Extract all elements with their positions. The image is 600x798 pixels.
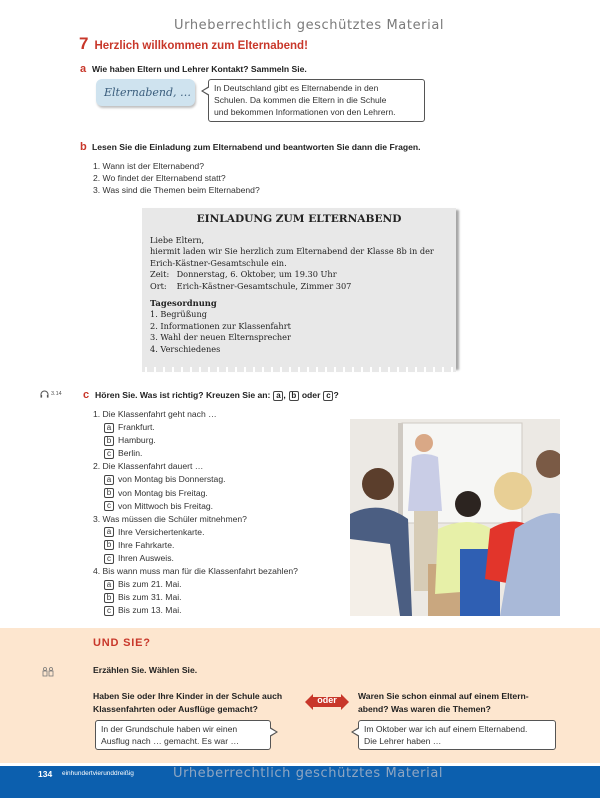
bubble-line: Im Oktober war ich auf einem Elternabend. xyxy=(364,724,528,734)
separator: , xyxy=(283,390,286,400)
invitation-body-line: Erich-Kästner-Gesamtschule ein. xyxy=(150,257,287,268)
option-key-a: a xyxy=(273,391,283,401)
page-number: 134 xyxy=(38,769,53,779)
left-question xyxy=(93,690,282,716)
page-number-word: einhundertvierunddreißig xyxy=(62,770,134,777)
people-icon xyxy=(42,667,54,677)
place-label: Ort: xyxy=(150,280,167,291)
answer-option[interactable] xyxy=(104,434,298,447)
option-key-c: c xyxy=(323,391,333,401)
agenda-title: Tagesordnung xyxy=(150,298,217,309)
invitation-time xyxy=(150,269,448,280)
audio-track-number: 3.14 xyxy=(51,391,62,397)
question-line: abend? Was waren die Themen? xyxy=(358,704,491,714)
checkbox-a[interactable]: a xyxy=(104,423,114,433)
agenda-item: 1. Begrüßung xyxy=(150,309,207,320)
question-line: Haben Sie oder Ihre Kinder in der Schule auch xyxy=(93,691,283,701)
checkbox-b[interactable]: b xyxy=(104,593,114,603)
invitation-title: EINLADUNG ZUM ELTERNABEND xyxy=(196,213,402,225)
question-item: 3. Was sind die Themen beim Elternabend? xyxy=(93,185,260,196)
watermark-top: Urheberrechtlich geschütztes Material xyxy=(174,18,445,33)
bubble-line: Ausflug nach … gemacht. Es war … xyxy=(101,736,240,747)
oder-label: oder xyxy=(317,695,337,705)
right-question xyxy=(358,690,529,716)
und-sie-heading: UND SIE? xyxy=(93,637,151,649)
task-c-text: Hören Sie. Was ist richtig? Kreuzen Sie an: xyxy=(95,390,271,400)
checkbox-c[interactable]: c xyxy=(104,606,114,616)
checkbox-b[interactable]: b xyxy=(104,436,114,446)
option-text: Ihren Ausweis. xyxy=(118,553,174,564)
invitation-place xyxy=(150,281,448,292)
answer-option[interactable] xyxy=(104,447,298,460)
time-label: Zeit: xyxy=(150,269,170,280)
question-text: 1. Die Klassenfahrt geht nach … xyxy=(93,409,217,419)
und-sie-instruction: Erzählen Sie. Wählen Sie. xyxy=(93,665,198,675)
question-1 xyxy=(93,408,298,460)
right-speech-bubble xyxy=(358,720,556,750)
checkbox-a[interactable]: a xyxy=(104,580,114,590)
answer-option[interactable] xyxy=(104,421,298,434)
option-text: von Mittwoch bis Freitag. xyxy=(118,500,214,511)
option-key-b: b xyxy=(289,391,299,401)
left-speech-bubble xyxy=(95,720,271,750)
answer-option[interactable] xyxy=(104,500,298,513)
bubble-line: und bekommen Informationen von den Lehrern. xyxy=(214,107,396,118)
task-letter-c: c xyxy=(83,389,90,401)
option-text: von Montag bis Donnerstag. xyxy=(118,474,226,485)
answer-option[interactable] xyxy=(104,526,298,539)
question-text: 4. Bis wann muss man für die Klassenfahrt bezahlen? xyxy=(93,566,298,577)
question-line: Klassenfahrten oder Ausflüge gemacht? xyxy=(93,704,258,714)
or-word: oder xyxy=(301,390,321,400)
question-line: Waren Sie schon einmal auf einem Eltern- xyxy=(358,691,529,701)
invitation-card xyxy=(142,208,456,368)
invitation-greeting: Liebe Eltern, xyxy=(150,235,205,245)
question-3 xyxy=(93,513,298,565)
option-text: Ihre Fahrkarte. xyxy=(118,539,175,550)
agenda-item: 3. Wahl der neuen Elternsprecher xyxy=(150,332,291,343)
place-value: Erich-Kästner-Gesamtschule, Zimmer 307 xyxy=(176,280,352,291)
bubble-line: In Deutschland gibt es Elternabende in den xyxy=(214,83,379,93)
classroom-photo xyxy=(350,419,560,616)
task-a-instruction xyxy=(80,63,307,75)
task-b-text: Lesen Sie die Einladung zum Elternabend und beantworten Sie dann die Fragen. xyxy=(92,142,421,152)
classroom-illustration xyxy=(350,419,560,616)
question-4 xyxy=(93,565,298,617)
answer-option[interactable] xyxy=(104,578,298,591)
bubble-line: In der Grundschule haben wir einen xyxy=(101,724,238,734)
exercise-title xyxy=(79,34,308,54)
task-letter-a: a xyxy=(80,63,87,75)
question-item: 1. Wann ist der Elternabend? xyxy=(93,161,204,171)
answer-option[interactable] xyxy=(104,604,298,617)
task-letter-b: b xyxy=(80,141,87,153)
audio-track[interactable] xyxy=(40,390,62,398)
brainstorm-chip: Elternabend, … xyxy=(96,79,195,106)
answer-option[interactable] xyxy=(104,591,298,604)
question-item: 2. Wo findet der Elternabend statt? xyxy=(93,173,226,184)
bubble-line: Schulen. Da kommen die Eltern in die Schule xyxy=(214,95,387,106)
checkbox-c[interactable]: c xyxy=(104,449,114,459)
task-b-instruction xyxy=(80,141,421,153)
answer-option[interactable] xyxy=(104,552,298,565)
task-b-questions xyxy=(93,160,260,197)
option-text: Bis zum 31. Mai. xyxy=(118,592,182,603)
option-text: Frankfurt. xyxy=(118,422,155,433)
task-a-speech-bubble xyxy=(208,79,425,122)
checkbox-b[interactable]: b xyxy=(104,488,114,498)
time-value: Donnerstag, 6. Oktober, um 19.30 Uhr xyxy=(176,269,337,280)
group-work-icon xyxy=(42,662,54,681)
task-c-instruction xyxy=(83,389,339,401)
agenda-item: 2. Informationen zur Klassenfahrt xyxy=(150,320,291,331)
option-text: von Montag bis Freitag. xyxy=(118,487,208,498)
oder-arrow xyxy=(305,694,349,710)
option-text: Ihre Versichertenkarte. xyxy=(118,526,205,537)
question-2 xyxy=(93,460,298,512)
question-mark: ? xyxy=(333,390,339,400)
watermark-bottom: Urheberrechtlich geschütztes Material xyxy=(173,766,444,781)
option-text: Bis zum 13. Mai. xyxy=(118,605,182,616)
answer-option[interactable] xyxy=(104,539,298,552)
checkbox-b[interactable]: b xyxy=(104,540,114,550)
task-a-text: Wie haben Eltern und Lehrer Kontakt? Sammeln Sie. xyxy=(92,64,307,74)
option-text: Bis zum 21. Mai. xyxy=(118,579,182,590)
option-text: Berlin. xyxy=(118,448,143,459)
question-text: 2. Die Klassenfahrt dauert … xyxy=(93,461,204,472)
answer-option[interactable] xyxy=(104,487,298,500)
answer-option[interactable] xyxy=(104,473,298,486)
question-text: 3. Was müssen die Schüler mitnehmen? xyxy=(93,513,247,524)
invitation-body-line: hiermit laden wir Sie herzlich zum Elternabend der Klasse 8b in der xyxy=(150,246,434,257)
bubble-line: Die Lehrer haben … xyxy=(364,736,442,747)
checkbox-a[interactable]: a xyxy=(104,475,114,485)
option-text: Hamburg. xyxy=(118,435,156,446)
exercise-title-text: Herzlich willkommen zum Elternabend! xyxy=(94,40,308,52)
checkbox-a[interactable]: a xyxy=(104,527,114,537)
task-c-questions xyxy=(93,408,298,618)
checkbox-c[interactable]: c xyxy=(104,501,114,511)
exercise-number: 7 xyxy=(79,34,89,53)
agenda-item: 4. Verschiedenes xyxy=(150,343,221,354)
headphones-icon xyxy=(40,390,49,398)
checkbox-c[interactable]: c xyxy=(104,554,114,564)
